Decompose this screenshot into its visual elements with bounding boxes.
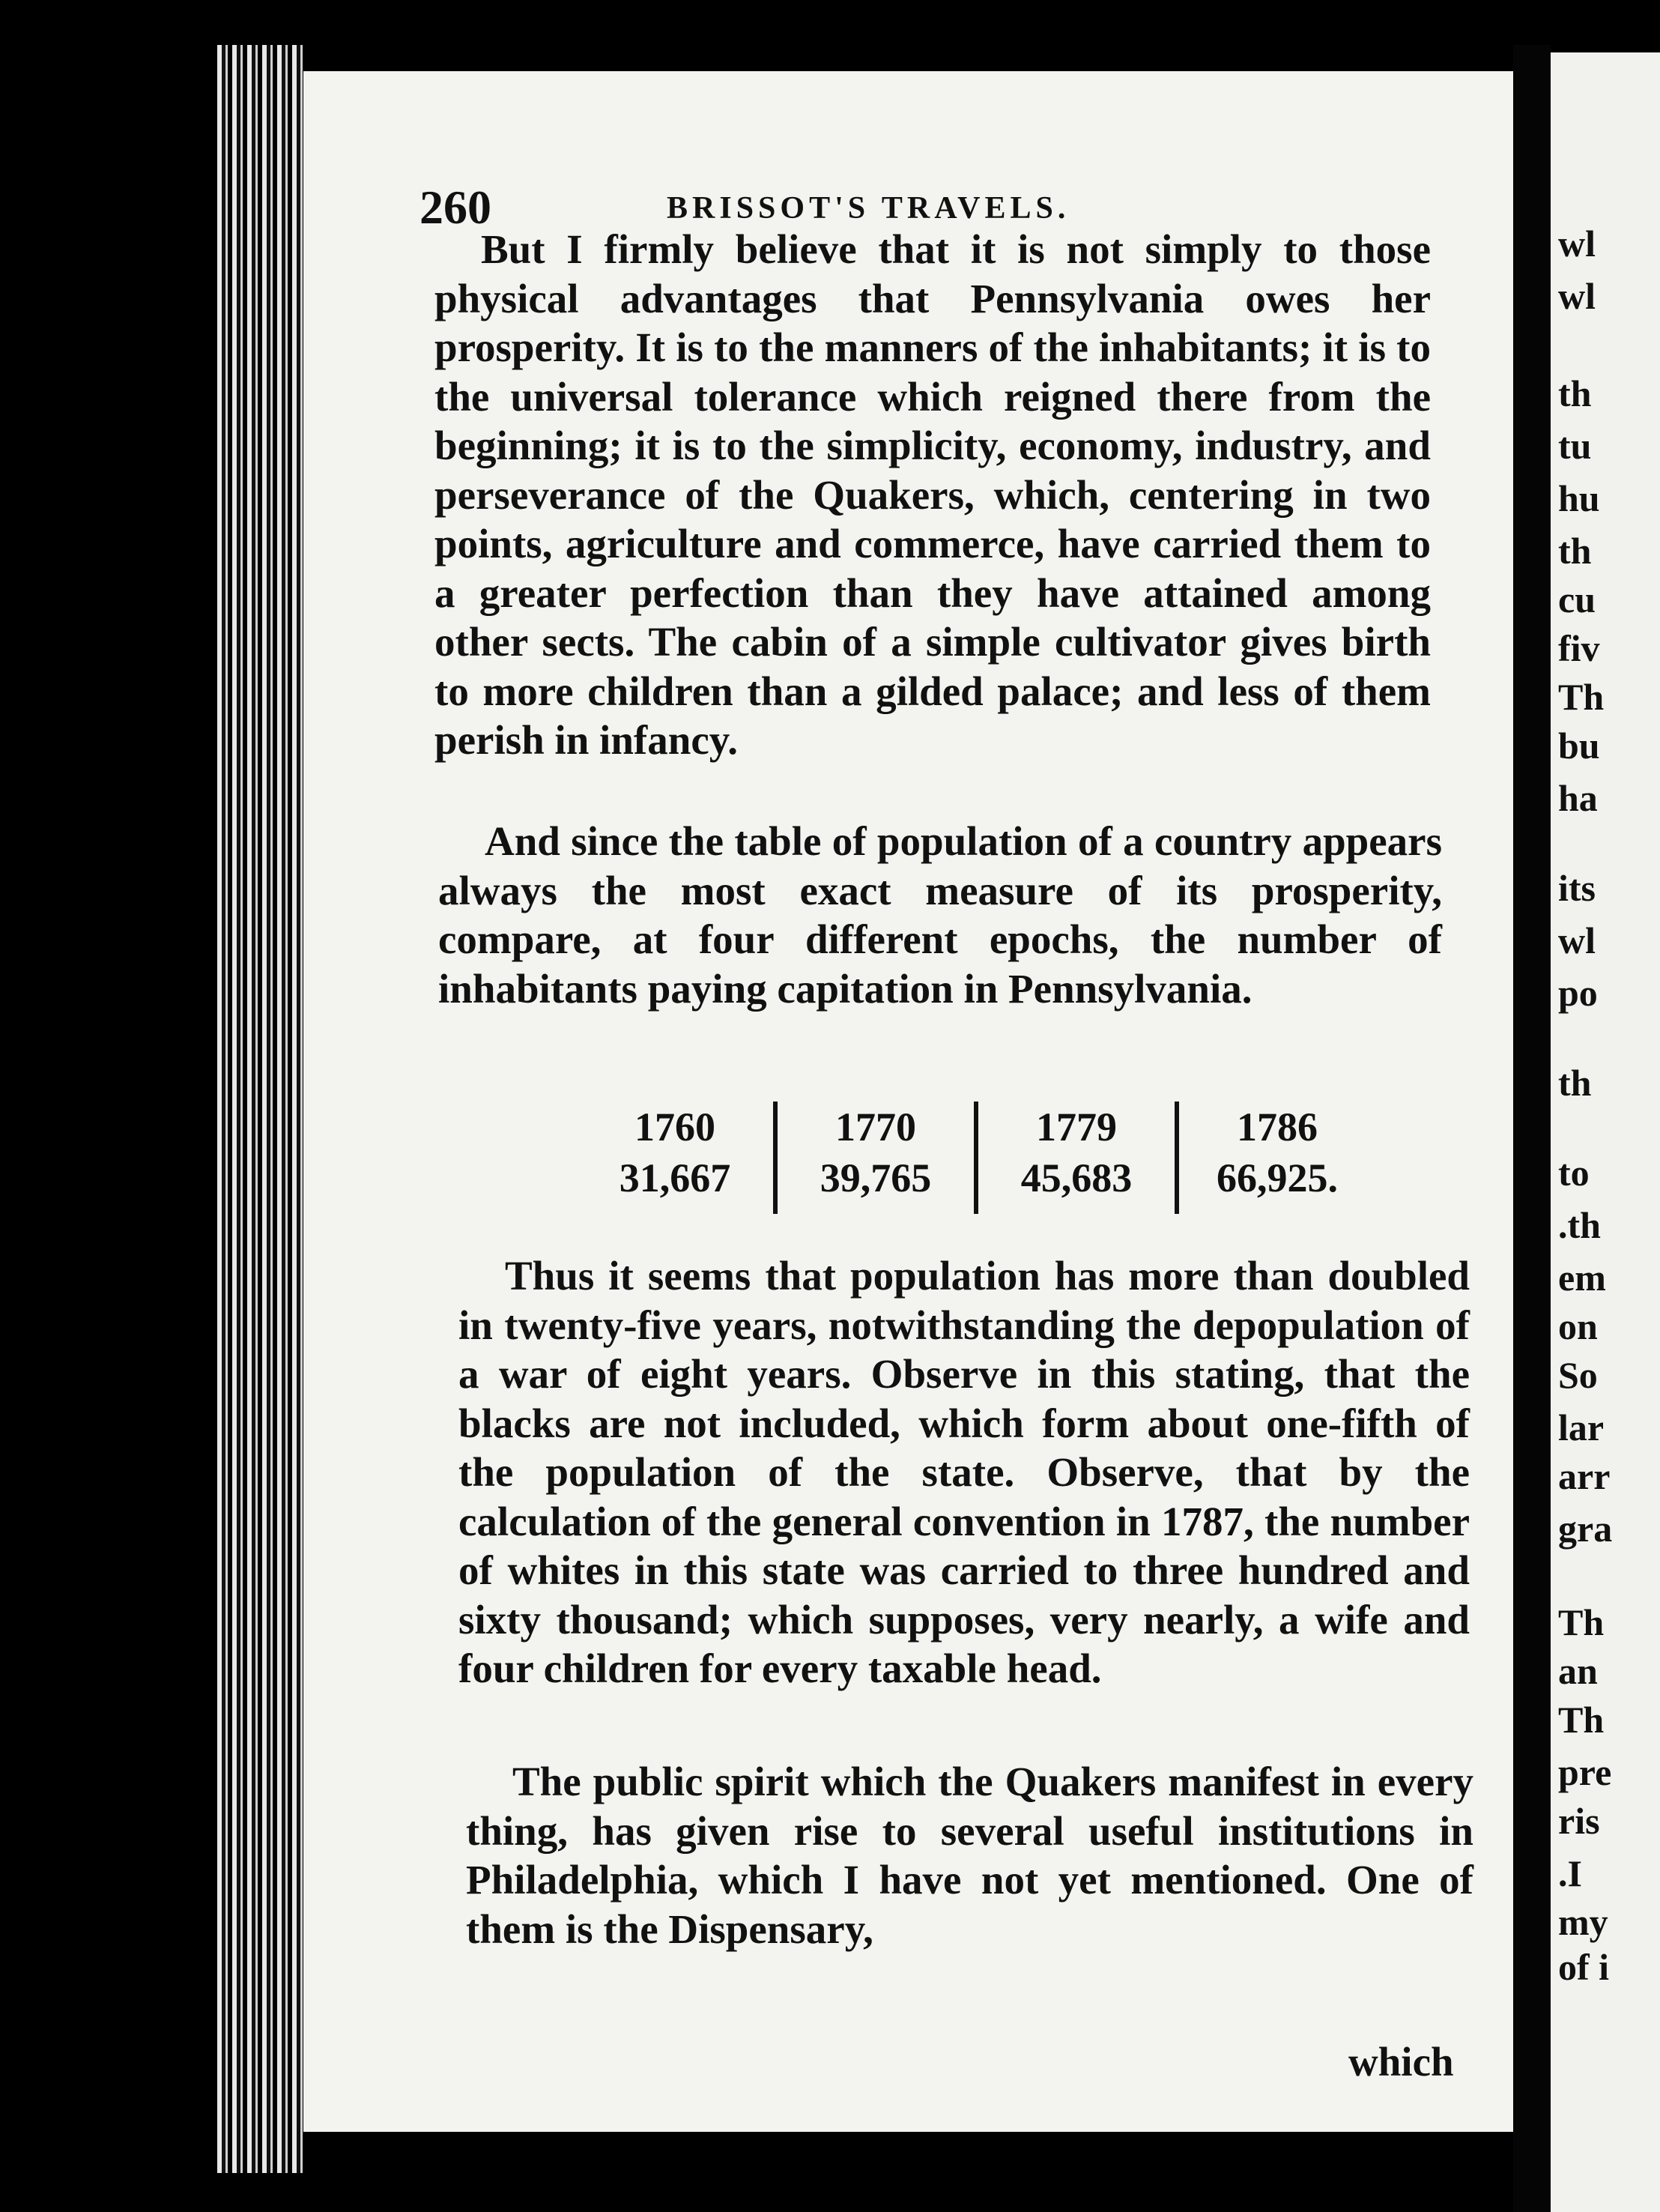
- facing-page-fragment: Th: [1558, 1699, 1605, 1741]
- population-column: [577, 1102, 778, 1214]
- facing-page-fragment: wl: [1558, 223, 1596, 265]
- facing-page-fragment: my: [1558, 1901, 1608, 1943]
- paragraph-text: But I firmly believe that it is not simply to those physical advantages that Pennsylvania owes her prosperity. It is to the manners of the inhabitants; it is to the universal tolerance which reigned there from the beginning; it is to the simplicity, economy, industry, and perseverance of the Quakers, which, centering in two points, agriculture and commerce, have carried them to a greater perfection than they have attained among other sects. The cabin of a simple cultivator gives birth to more children than a gilded palace; and less of them perish in infancy.: [434, 226, 1431, 763]
- facing-page-fragment: to: [1558, 1152, 1590, 1194]
- book-gutter: [1513, 45, 1551, 2212]
- facing-page-fragment: th: [1558, 1062, 1592, 1104]
- facing-page-fragment: an: [1558, 1650, 1598, 1692]
- facing-page-fragment: lar: [1558, 1406, 1605, 1448]
- running-head: BRISSOT'S TRAVELS.: [667, 191, 1070, 226]
- facing-page-fragment: So: [1558, 1354, 1598, 1396]
- paragraph-2: [438, 817, 1442, 1013]
- population-table: [577, 1102, 1375, 1214]
- facing-page-fragment: bu: [1558, 725, 1600, 767]
- facing-page-fragment: fiv: [1558, 627, 1600, 669]
- population-year: 1760: [634, 1105, 715, 1149]
- population-year: 1779: [1036, 1105, 1117, 1149]
- facing-page-fragment: its: [1558, 867, 1596, 909]
- facing-page-fragment: .I: [1558, 1852, 1582, 1894]
- facing-page-fragment: .th: [1558, 1204, 1601, 1246]
- paragraph-3: [458, 1251, 1470, 1693]
- facing-page-fragment: arr: [1558, 1455, 1611, 1497]
- paragraph-4: [466, 1757, 1473, 1953]
- paragraph-text: Thus it seems that population has more than doubled in twenty-five years, notwithstanding the depopulation of a war of eight years. Observe in this stating, that the blacks are not included, which form about one-fifth of the population of the state. Observe, that by the calculation of the general convention in 1787, the number of whites in this state was carried to three hundred and sixty thousand; which supposes, very nearly, a wife and four children for every taxable head.: [458, 1253, 1470, 1691]
- facing-page-fragment: of i: [1558, 1946, 1610, 1988]
- population-count: 31,667: [619, 1155, 731, 1200]
- population-column: [978, 1102, 1179, 1214]
- facing-page-fragment: po: [1558, 972, 1598, 1014]
- population-count: 45,683: [1020, 1155, 1133, 1200]
- facing-page-fragment: ris: [1558, 1800, 1600, 1842]
- facing-page-fragment: th: [1558, 530, 1592, 572]
- facing-page-fragment: hu: [1558, 477, 1600, 519]
- facing-page-fragment: tu: [1558, 425, 1592, 467]
- paragraph-1: [434, 225, 1431, 765]
- population-column: [778, 1102, 978, 1214]
- page-number: 260: [419, 181, 491, 234]
- facing-page-fragment: th: [1558, 372, 1592, 414]
- facing-page-fragment: pre: [1558, 1751, 1612, 1793]
- facing-page-fragment: wl: [1558, 275, 1596, 317]
- population-count: 39,765: [820, 1155, 932, 1200]
- population-count: 66,925.: [1217, 1155, 1338, 1200]
- facing-page-fragment: Th: [1558, 676, 1605, 718]
- population-year: 1786: [1237, 1105, 1318, 1149]
- facing-page-fragment: ha: [1558, 777, 1598, 819]
- paragraph-text: The public spirit which the Quakers manifest in every thing, has given rise to several useful institutions in Philadelphia, which I have not yet mentioned. One of them is the Dispensary,: [466, 1759, 1473, 1952]
- population-column: [1179, 1102, 1375, 1214]
- facing-page-fragment: on: [1558, 1305, 1598, 1347]
- population-year: 1770: [835, 1105, 916, 1149]
- facing-page-fragment: em: [1558, 1257, 1606, 1299]
- facing-page-fragment: cu: [1558, 578, 1596, 620]
- paragraph-text: And since the table of population of a country appears always the most exact measure of its prosperity, compare, at four different epochs, the number of inhabitants paying capitation in Pennsylvania.: [438, 818, 1442, 1012]
- facing-page-fragment: Th: [1558, 1601, 1605, 1643]
- stacked-page-edges: [217, 45, 307, 2173]
- catchword: which: [1348, 2039, 1454, 2085]
- facing-page-fragment: gra: [1558, 1508, 1613, 1550]
- facing-page-fragment: wl: [1558, 919, 1596, 961]
